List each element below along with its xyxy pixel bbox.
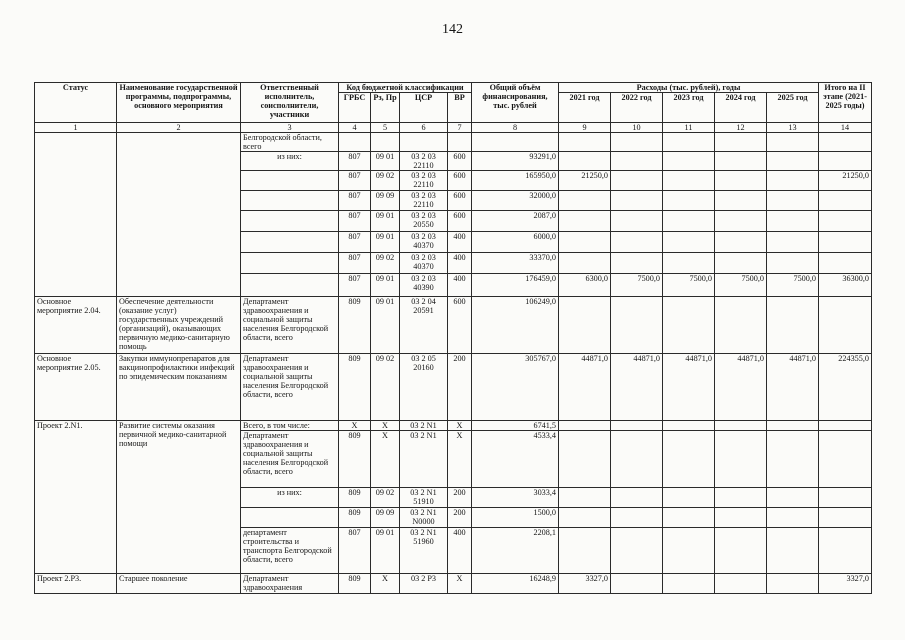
name-cell: Обеспечение деятельности (оказание услуг) государственных учреждений (организаций), оказывающих первичную медико-санитарную помощь <box>117 297 241 354</box>
vr-cell: X <box>448 574 472 594</box>
column-number: 1 <box>35 123 117 133</box>
executor-cell: Всего, в том числе: <box>241 421 339 431</box>
executor-cell <box>241 232 339 253</box>
year-cell: 21250,0 <box>559 171 611 191</box>
grbs-cell: 809 <box>339 297 371 354</box>
year-cell <box>767 152 819 171</box>
csr-cell: 03 2 N1 51960 <box>400 528 448 574</box>
csr-cell: 03 2 04 20591 <box>400 297 448 354</box>
year-cell <box>611 421 663 431</box>
rzpr-cell: X <box>371 421 400 431</box>
rzpr-cell: 09 01 <box>371 528 400 574</box>
rzpr-cell: 09 01 <box>371 297 400 354</box>
vr-cell: 400 <box>448 253 472 274</box>
name-cell: Старшее поколение <box>117 574 241 594</box>
year-cell <box>663 508 715 528</box>
csr-cell: 03 2 03 22110 <box>400 191 448 211</box>
column-number: 4 <box>339 123 371 133</box>
year-cell <box>767 191 819 211</box>
year-cell <box>559 232 611 253</box>
year-cell <box>559 528 611 574</box>
csr-cell: 03 2 05 20160 <box>400 354 448 421</box>
column-number: 7 <box>448 123 472 133</box>
rzpr-cell: 09 01 <box>371 274 400 297</box>
sum-cell <box>819 508 872 528</box>
year-cell <box>559 191 611 211</box>
year-cell <box>715 421 767 431</box>
rzpr-cell: X <box>371 431 400 488</box>
status-cell: Проект 2.Р3. <box>35 574 117 594</box>
year-cell <box>663 421 715 431</box>
sum-cell: 224355,0 <box>819 354 872 421</box>
year-cell <box>611 297 663 354</box>
grbs-cell: 809 <box>339 574 371 594</box>
vr-cell: 400 <box>448 232 472 253</box>
total-cell: 4533,4 <box>472 431 559 488</box>
csr-cell: 03 2 Р3 <box>400 574 448 594</box>
vr-cell: 600 <box>448 211 472 232</box>
column-number: 6 <box>400 123 448 133</box>
csr-cell: 03 2 03 40370 <box>400 253 448 274</box>
executor-cell: из них: <box>241 488 339 508</box>
sum-cell <box>819 152 872 171</box>
year-cell <box>715 297 767 354</box>
total-cell: 2208,1 <box>472 528 559 574</box>
vr-cell: X <box>448 431 472 488</box>
page-number: 142 <box>442 22 463 37</box>
year-cell: 44871,0 <box>611 354 663 421</box>
total-cell: 33370,0 <box>472 253 559 274</box>
year-cell <box>767 253 819 274</box>
header-name: Наименование государственной программы, подпрограммы, основного мероприятия <box>117 83 241 123</box>
name-cell <box>117 133 241 297</box>
year-cell <box>663 133 715 152</box>
year-cell <box>715 488 767 508</box>
csr-cell: 03 2 N1 <box>400 431 448 488</box>
csr-cell: 03 2 03 20550 <box>400 211 448 232</box>
year-cell <box>663 253 715 274</box>
year-cell <box>767 133 819 152</box>
vr-cell: 200 <box>448 508 472 528</box>
vr-cell: 400 <box>448 274 472 297</box>
header-expenses: Расходы (тыс. рублей), годы <box>559 83 819 93</box>
year-cell <box>715 211 767 232</box>
rzpr-cell: 09 09 <box>371 191 400 211</box>
year-cell: 44871,0 <box>663 354 715 421</box>
grbs-cell: X <box>339 421 371 431</box>
rzpr-cell: 09 01 <box>371 211 400 232</box>
csr-cell: 03 2 N1 <box>400 421 448 431</box>
year-cell <box>663 191 715 211</box>
total-cell <box>472 133 559 152</box>
total-cell: 32000,0 <box>472 191 559 211</box>
year-cell <box>767 171 819 191</box>
executor-cell: Департамент здравоохранения и социальной защиты населения Белгородской области, всего <box>241 297 339 354</box>
year-cell <box>663 211 715 232</box>
column-number: 2 <box>117 123 241 133</box>
year-cell <box>611 232 663 253</box>
column-number: 3 <box>241 123 339 133</box>
total-cell: 1500,0 <box>472 508 559 528</box>
column-number: 10 <box>611 123 663 133</box>
vr-cell: 600 <box>448 152 472 171</box>
name-cell: Развитие системы оказания первичной медико-санитарной помощи <box>117 421 241 574</box>
name-cell: Закупки иммунопрепаратов для вакцинопрофилактики инфекций по эпидемическим показаниям <box>117 354 241 421</box>
year-cell <box>611 488 663 508</box>
vr-cell <box>448 133 472 152</box>
vr-cell: X <box>448 421 472 431</box>
table-row <box>35 421 872 431</box>
total-cell: 176459,0 <box>472 274 559 297</box>
year-cell <box>715 508 767 528</box>
year-cell <box>611 211 663 232</box>
executor-cell: из них: <box>241 152 339 171</box>
executor-cell <box>241 191 339 211</box>
grbs-cell: 807 <box>339 152 371 171</box>
column-number-row <box>35 123 872 133</box>
total-cell: 16248,9 <box>472 574 559 594</box>
year-cell <box>559 253 611 274</box>
rzpr-cell: 09 01 <box>371 152 400 171</box>
year-cell <box>715 528 767 574</box>
vr-cell: 600 <box>448 297 472 354</box>
grbs-cell <box>339 133 371 152</box>
executor-cell <box>241 211 339 232</box>
year-cell <box>715 133 767 152</box>
year-cell: 44871,0 <box>715 354 767 421</box>
executor-cell: Белгородской области, всего <box>241 133 339 152</box>
year-cell <box>663 528 715 574</box>
year-cell <box>559 488 611 508</box>
year-cell <box>715 232 767 253</box>
rzpr-cell: 09 02 <box>371 171 400 191</box>
vr-cell: 200 <box>448 488 472 508</box>
sum-cell <box>819 528 872 574</box>
executor-cell: департамент строительства и транспорта Белгородской области, всего <box>241 528 339 574</box>
status-cell: Основное мероприятие 2.04. <box>35 297 117 354</box>
vr-cell: 600 <box>448 171 472 191</box>
sum-cell <box>819 297 872 354</box>
total-cell: 2087,0 <box>472 211 559 232</box>
header-year: 2025 год <box>767 93 819 123</box>
year-cell <box>767 211 819 232</box>
total-cell: 165950,0 <box>472 171 559 191</box>
executor-cell <box>241 508 339 528</box>
year-cell: 7500,0 <box>611 274 663 297</box>
rzpr-cell: 09 02 <box>371 253 400 274</box>
header-budget-code: Код бюджетной классификации <box>339 83 472 93</box>
header-vr: ВР <box>448 93 472 123</box>
table-row <box>35 574 872 594</box>
column-number: 9 <box>559 123 611 133</box>
header-year: 2024 год <box>715 93 767 123</box>
grbs-cell: 807 <box>339 171 371 191</box>
total-cell: 305767,0 <box>472 354 559 421</box>
year-cell <box>559 211 611 232</box>
year-cell <box>611 253 663 274</box>
vr-cell: 600 <box>448 191 472 211</box>
grbs-cell: 807 <box>339 274 371 297</box>
executor-cell: Департамент здравоохранения и социальной защиты населения Белгородской области, всего <box>241 354 339 421</box>
year-cell <box>715 152 767 171</box>
year-cell <box>767 232 819 253</box>
year-cell <box>767 421 819 431</box>
total-cell: 3033,4 <box>472 488 559 508</box>
executor-cell <box>241 274 339 297</box>
table-row <box>35 354 872 421</box>
sum-cell: 21250,0 <box>819 171 872 191</box>
header-grbs: ГРБС <box>339 93 371 123</box>
year-cell <box>767 431 819 488</box>
year-cell: 44871,0 <box>559 354 611 421</box>
year-cell <box>559 133 611 152</box>
year-cell: 7500,0 <box>767 274 819 297</box>
status-cell: Основное мероприятие 2.05. <box>35 354 117 421</box>
year-cell <box>715 171 767 191</box>
csr-cell: 03 2 03 40390 <box>400 274 448 297</box>
csr-cell: 03 2 N1 N0000 <box>400 508 448 528</box>
sum-cell <box>819 232 872 253</box>
year-cell <box>611 133 663 152</box>
year-cell <box>767 508 819 528</box>
year-cell <box>767 574 819 594</box>
grbs-cell: 809 <box>339 488 371 508</box>
total-cell: 6741,5 <box>472 421 559 431</box>
rzpr-cell: 09 01 <box>371 232 400 253</box>
header-total-financing: Общий объём финансирования, тыс. рублей <box>472 83 559 123</box>
table-body <box>35 133 872 594</box>
csr-cell: 03 2 03 40370 <box>400 232 448 253</box>
rzpr-cell: 09 09 <box>371 508 400 528</box>
header-rzpr: Рз, Пр <box>371 93 400 123</box>
total-cell: 106249,0 <box>472 297 559 354</box>
header-year: 2022 год <box>611 93 663 123</box>
sum-cell: 36300,0 <box>819 274 872 297</box>
grbs-cell: 807 <box>339 528 371 574</box>
year-cell <box>663 488 715 508</box>
column-number: 14 <box>819 123 872 133</box>
sum-cell <box>819 133 872 152</box>
csr-cell: 03 2 N1 51910 <box>400 488 448 508</box>
year-cell <box>767 297 819 354</box>
table-row <box>35 297 872 354</box>
year-cell <box>663 171 715 191</box>
sum-cell <box>819 253 872 274</box>
executor-cell: Департамент здравоохранения и социальной защиты населения Белгородской области, всего <box>241 431 339 488</box>
grbs-cell: 809 <box>339 508 371 528</box>
year-cell <box>611 171 663 191</box>
header-year: 2023 год <box>663 93 715 123</box>
executor-cell: Департамент здравоохранения <box>241 574 339 594</box>
header-stage-total: Итого на II этапе (2021-2025 годы) <box>819 83 872 123</box>
vr-cell: 400 <box>448 528 472 574</box>
executor-cell <box>241 171 339 191</box>
year-cell <box>559 421 611 431</box>
table-row <box>35 133 872 152</box>
total-cell: 6000,0 <box>472 232 559 253</box>
csr-cell <box>400 133 448 152</box>
year-cell <box>663 232 715 253</box>
year-cell <box>715 574 767 594</box>
header-status: Статус <box>35 83 117 123</box>
year-cell <box>715 191 767 211</box>
year-cell <box>663 574 715 594</box>
sum-cell: 3327,0 <box>819 574 872 594</box>
year-cell <box>715 431 767 488</box>
grbs-cell: 807 <box>339 232 371 253</box>
rzpr-cell: 09 02 <box>371 488 400 508</box>
header-year: 2021 год <box>559 93 611 123</box>
year-cell: 6300,0 <box>559 274 611 297</box>
rzpr-cell: 09 02 <box>371 354 400 421</box>
status-cell: Проект 2.N1. <box>35 421 117 574</box>
vr-cell: 200 <box>448 354 472 421</box>
grbs-cell: 807 <box>339 191 371 211</box>
budget-table <box>34 82 872 594</box>
year-cell <box>611 152 663 171</box>
year-cell <box>767 528 819 574</box>
column-number: 5 <box>371 123 400 133</box>
column-number: 8 <box>472 123 559 133</box>
table-header <box>35 83 872 133</box>
year-cell <box>611 508 663 528</box>
year-cell: 7500,0 <box>663 274 715 297</box>
year-cell <box>559 508 611 528</box>
csr-cell: 03 2 03 22110 <box>400 152 448 171</box>
sum-cell <box>819 191 872 211</box>
sum-cell <box>819 421 872 431</box>
year-cell <box>663 297 715 354</box>
year-cell <box>611 431 663 488</box>
rzpr-cell <box>371 133 400 152</box>
year-cell <box>559 152 611 171</box>
sum-cell <box>819 488 872 508</box>
csr-cell: 03 2 03 22110 <box>400 171 448 191</box>
year-cell: 3327,0 <box>559 574 611 594</box>
year-cell <box>611 574 663 594</box>
sum-cell <box>819 211 872 232</box>
total-cell: 93291,0 <box>472 152 559 171</box>
grbs-cell: 807 <box>339 211 371 232</box>
year-cell <box>663 431 715 488</box>
executor-cell <box>241 253 339 274</box>
status-cell <box>35 133 117 297</box>
grbs-cell: 809 <box>339 431 371 488</box>
year-cell <box>559 297 611 354</box>
header-executor: Ответственный исполнитель, соисполнители, участники <box>241 83 339 123</box>
year-cell <box>611 191 663 211</box>
year-cell <box>767 488 819 508</box>
grbs-cell: 809 <box>339 354 371 421</box>
year-cell <box>663 152 715 171</box>
sum-cell <box>819 431 872 488</box>
column-number: 12 <box>715 123 767 133</box>
year-cell: 44871,0 <box>767 354 819 421</box>
header-csr: ЦСР <box>400 93 448 123</box>
year-cell <box>611 528 663 574</box>
grbs-cell: 807 <box>339 253 371 274</box>
column-number: 13 <box>767 123 819 133</box>
rzpr-cell: X <box>371 574 400 594</box>
year-cell <box>715 253 767 274</box>
column-number: 11 <box>663 123 715 133</box>
year-cell <box>559 431 611 488</box>
year-cell: 7500,0 <box>715 274 767 297</box>
